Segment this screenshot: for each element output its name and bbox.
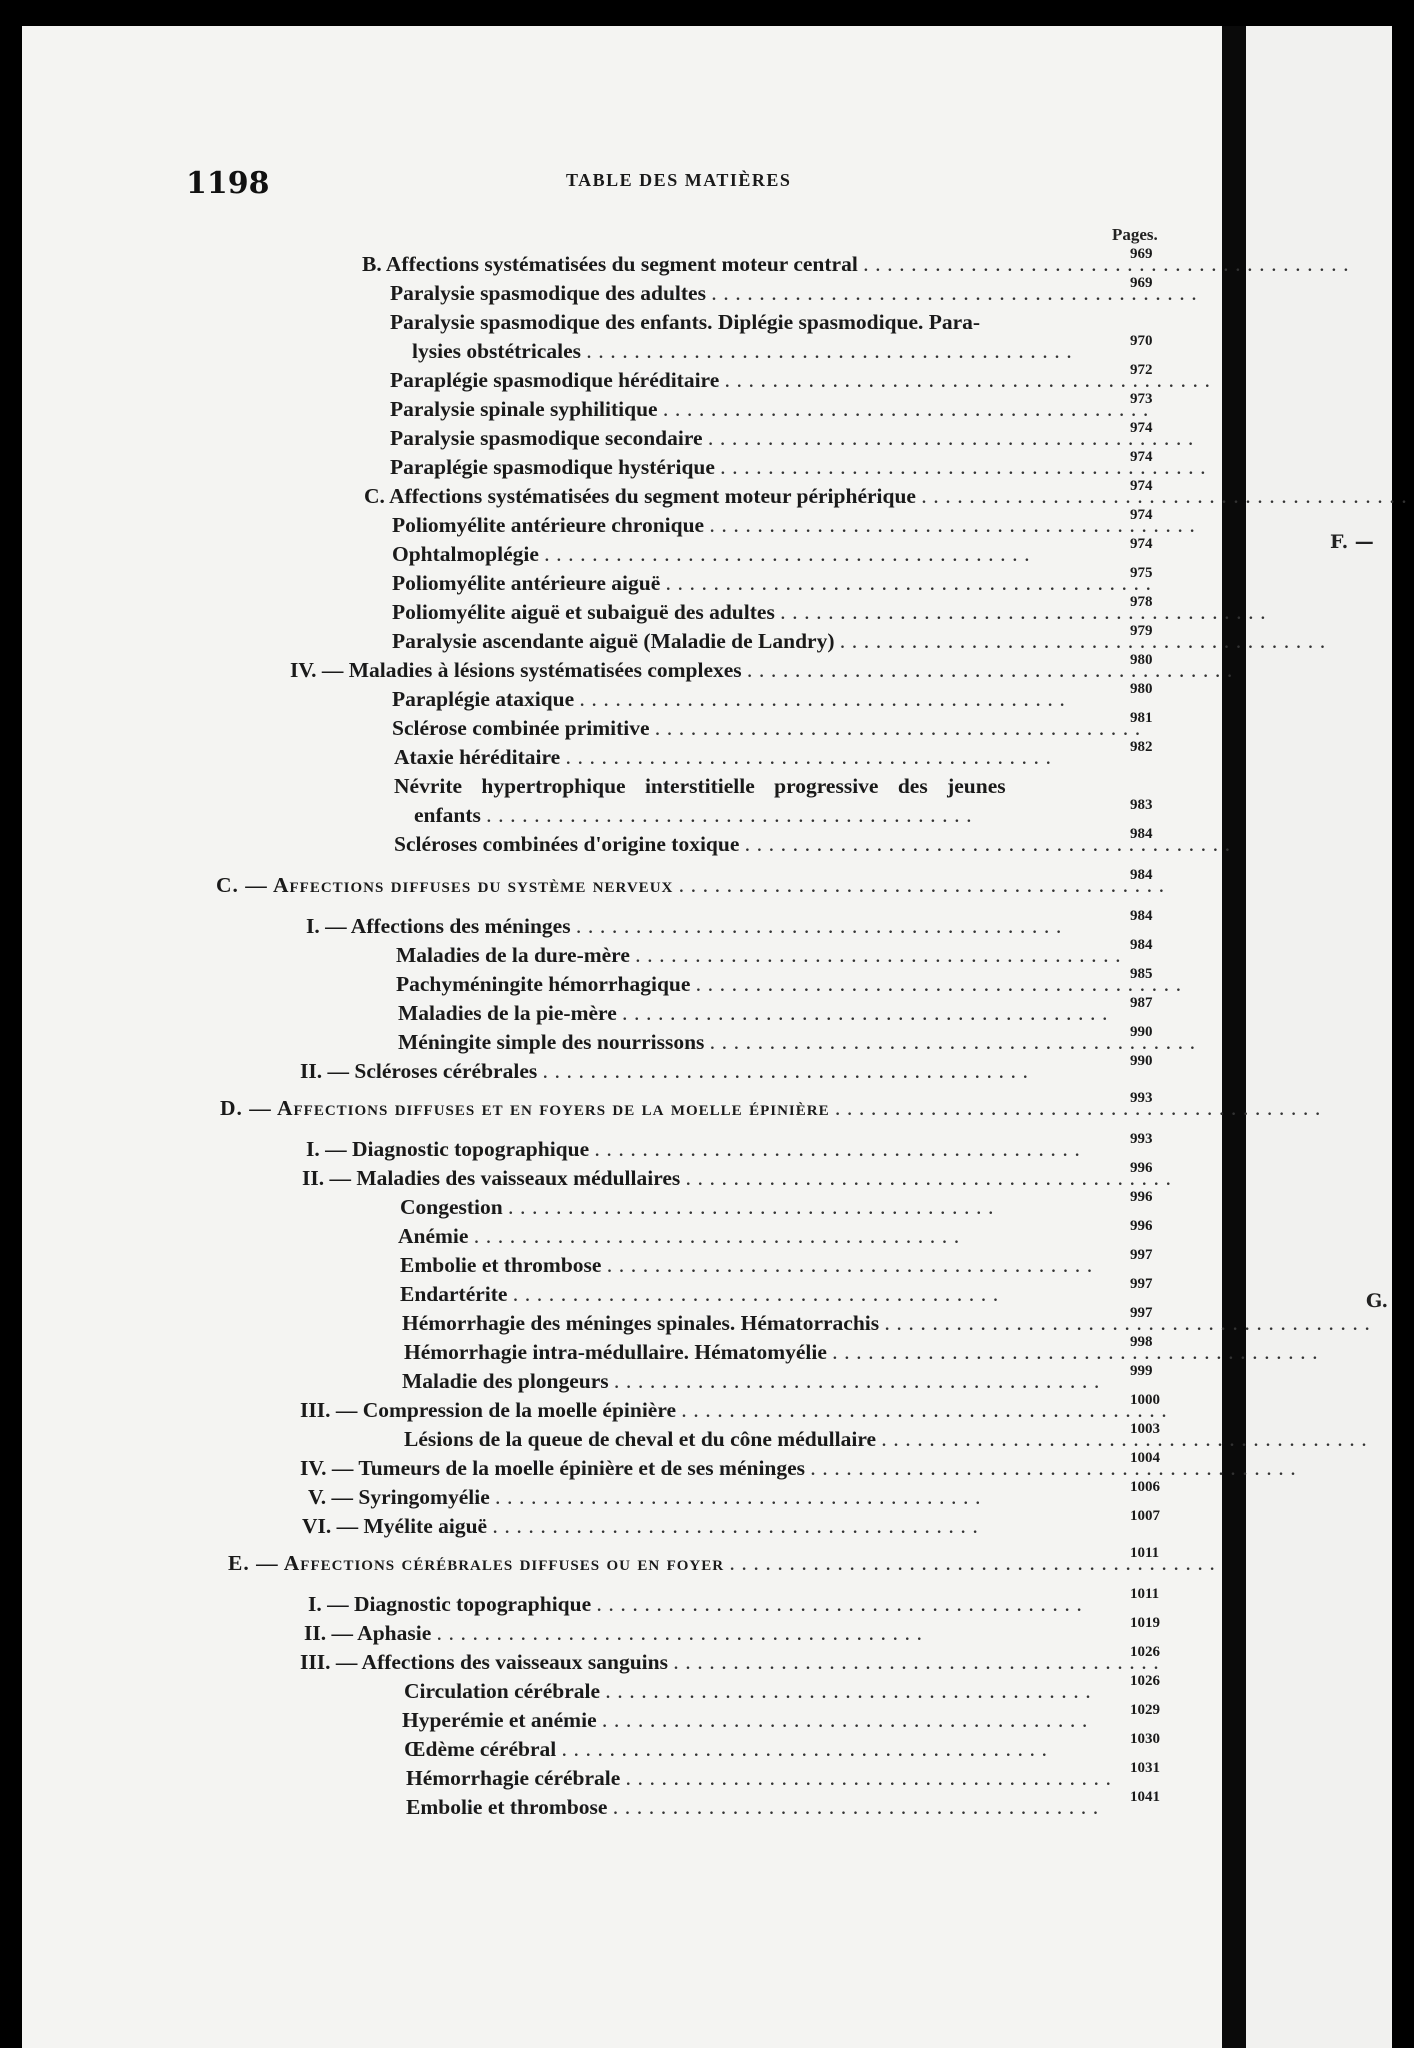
toc-entry [394, 739, 1153, 773]
toc-entry-label: Maladies de la dure-mère [396, 943, 630, 967]
dot-leader: ......................................... [576, 920, 1069, 937]
toc-entry-label: I. — Diagnostic topographique [308, 1592, 592, 1616]
toc-entry-page: 969 [1130, 246, 1153, 262]
toc-entry-label: lysies obstétricales [412, 339, 581, 363]
toc-entry-page: 970 [1130, 333, 1153, 349]
toc-entry-label: Embolie et thrombose [406, 1795, 608, 1819]
toc-entry-page: 1003 [1130, 1421, 1160, 1437]
toc-entry-label: Paralysie spasmodique des adultes [390, 281, 706, 305]
toc-entry-label: Scléroses combinées d'origine toxique [394, 832, 740, 856]
toc-entry-label: II. — Aphasie [304, 1621, 432, 1645]
dot-leader: ......................................... [863, 258, 1356, 275]
toc-entry-page: 979 [1130, 623, 1153, 639]
dot-leader: ......................................... [696, 978, 1189, 995]
toc-entry-label: Ophtalmoplégie [392, 542, 539, 566]
page-number: 1198 [186, 166, 270, 201]
dot-leader: ......................................... [607, 1259, 1100, 1276]
toc-entry-page: 978 [1130, 594, 1153, 610]
toc-entry-page: 1006 [1130, 1479, 1160, 1495]
toc-entry-page: 1004 [1130, 1450, 1160, 1466]
toc-entry [400, 1276, 1153, 1310]
toc-entry-label: Œdème cérébral [404, 1737, 557, 1761]
toc-section-heading: E. — Affections cérébrales diffuses ou en foyer [228, 1551, 725, 1575]
toc-entry-page: 1041 [1130, 1789, 1160, 1805]
toc-entry-label: enfants [414, 803, 481, 827]
dot-leader: ......................................... [513, 1288, 1006, 1305]
toc-entry [392, 623, 1333, 657]
toc-entry-label: I. — Affections des méninges [306, 914, 571, 938]
toc-entry-label: Hyperémie et anémie [402, 1708, 597, 1732]
toc-entry [392, 536, 1153, 570]
toc-entry-page: 1011 [1130, 1586, 1160, 1602]
toc-entry [414, 797, 1153, 831]
toc-entry-page: 997 [1130, 1276, 1153, 1292]
toc-entry-label: Paralysie spinale syphilitique [390, 397, 658, 421]
toc-entry-page: 980 [1130, 681, 1153, 697]
dot-leader: ......................................... [921, 490, 1414, 507]
toc-entry [398, 1218, 1153, 1252]
toc-entry [406, 1789, 1160, 1823]
toc-entry-page: 996 [1130, 1189, 1153, 1205]
toc-entry [394, 826, 1238, 860]
running-head: TABLE DES MATIÈRES [566, 170, 792, 190]
toc-entry-label: Lésions de la queue de cheval et du cône médullaire [404, 1427, 877, 1451]
toc-entry-label: Paraplégie spasmodique héréditaire [390, 368, 720, 392]
toc-entry-page: 974 [1130, 449, 1153, 465]
toc-entry [404, 1731, 1160, 1765]
toc-entry [390, 420, 1201, 454]
toc-entry [308, 1479, 1160, 1513]
dot-leader: ......................................... [720, 461, 1213, 478]
toc-entry [404, 1673, 1160, 1707]
toc-entry-label: VI. — Myélite aiguë [302, 1514, 488, 1538]
dot-leader: ......................................... [882, 1433, 1375, 1450]
toc-entry-page: 985 [1130, 966, 1153, 982]
toc-entry [302, 1508, 1160, 1542]
toc-entry [396, 966, 1189, 1000]
toc-entry [404, 1421, 1375, 1455]
dot-leader: ......................................... [614, 1375, 1107, 1392]
toc-entry-label: Paraplégie ataxique [392, 687, 575, 711]
toc-entry-page: 990 [1130, 1024, 1153, 1040]
dot-leader: ......................................... [666, 577, 1159, 594]
toc-entry [228, 1545, 1223, 1579]
dot-leader: ......................................... [679, 879, 1172, 896]
dot-leader: ......................................... [835, 1102, 1328, 1119]
toc-entry [362, 246, 1356, 280]
toc-entry-label: V. — Syringomyélie [308, 1485, 490, 1509]
pages-column-label: Pages. [1112, 225, 1158, 244]
toc-entry-page: 993 [1130, 1131, 1153, 1147]
toc-entry-label: III. — Affections des vaisseaux sanguins [300, 1650, 668, 1674]
toc-entry-page: 974 [1130, 478, 1153, 494]
toc-entry-page: 999 [1130, 1363, 1153, 1379]
toc-entry [392, 681, 1153, 715]
dot-leader: ......................................... [626, 1772, 1119, 1789]
dot-leader: ......................................... [747, 664, 1240, 681]
dot-leader: ......................................... [711, 287, 1204, 304]
dot-leader: ......................................... [885, 1317, 1378, 1334]
dot-leader: ......................................... [725, 374, 1218, 391]
toc-entry-page: 1026 [1130, 1644, 1160, 1660]
toc-entry-label: Maladies de la pie-mère [398, 1001, 617, 1025]
toc-entry-label: II. — Scléroses cérébrales [300, 1059, 538, 1083]
dot-leader: ......................................... [622, 1007, 1115, 1024]
toc-entry [396, 937, 1153, 971]
dot-leader: ......................................... [586, 345, 1079, 362]
toc-entry-label: Hémorrhagie des méninges spinales. Hématorrachis [402, 1311, 880, 1335]
toc-entry [412, 333, 1153, 367]
toc-entry-label: II. — Maladies des vaisseaux médullaires [302, 1166, 681, 1190]
toc-entry [300, 1053, 1153, 1087]
toc-entry [398, 1024, 1203, 1058]
dot-leader: ......................................... [811, 1462, 1304, 1479]
toc-entry-label: Paraplégie spasmodique hystérique [390, 455, 715, 479]
toc-entry-page: 1026 [1130, 1673, 1160, 1689]
toc-entry-label: Circulation cérébrale [404, 1679, 601, 1703]
toc-entry-label: C. Affections systématisées du segment moteur périphérique [364, 484, 916, 508]
toc-entry [400, 1189, 1153, 1223]
dot-leader: ......................................... [495, 1491, 988, 1508]
toc-entry [364, 478, 1414, 512]
dot-leader: ......................................... [437, 1627, 930, 1644]
dot-leader: ......................................... [780, 606, 1273, 623]
dot-leader: ......................................... [730, 1557, 1223, 1574]
toc-entry-label: Pachyméningite hémorrhagique [396, 972, 691, 996]
toc-entry-page: 975 [1130, 565, 1153, 581]
facing-page-section-letter-f: F. — [1330, 531, 1374, 553]
toc-entry-label: Paralysie spasmodique secondaire [390, 426, 703, 450]
toc-entry-page: 993 [1130, 1090, 1153, 1106]
dot-leader: ......................................... [508, 1201, 1001, 1218]
toc-entry [402, 1305, 1378, 1339]
toc-entry-label: Paralysie spasmodique des enfants. Diplégie spasmodique. Para- [390, 310, 981, 334]
toc-entry-page: 1007 [1130, 1508, 1160, 1524]
toc-entry-page: 974 [1130, 536, 1153, 552]
toc-entry [392, 594, 1273, 628]
dot-leader: ......................................... [663, 403, 1156, 420]
toc-entry [300, 1450, 1304, 1484]
dot-leader: ......................................... [562, 1743, 1055, 1760]
toc-entry-label: Sclérose combinée primitive [392, 716, 650, 740]
toc-entry-page: 1000 [1130, 1392, 1160, 1408]
facing-page [1246, 26, 1392, 2048]
toc-entry [390, 362, 1218, 396]
dot-leader: ......................................... [613, 1801, 1106, 1818]
toc-entry [392, 710, 1153, 744]
page-gutter [1222, 26, 1246, 2048]
toc-entry-page: 980 [1130, 652, 1153, 668]
dot-leader: ......................................... [580, 693, 1073, 710]
toc-entry-page: 1031 [1130, 1760, 1160, 1776]
toc-entry-page: 972 [1130, 362, 1153, 378]
toc-entry-label: III. — Compression de la moelle épinière [300, 1398, 677, 1422]
toc-entry-page: 987 [1130, 995, 1153, 1011]
toc-entry-label: B. Affections systématisées du segment moteur central [362, 252, 858, 276]
toc-entry-label: Embolie et thrombose [400, 1253, 602, 1277]
toc-entry-page: 983 [1130, 797, 1153, 813]
toc-entry [290, 652, 1240, 686]
toc-entry [302, 1160, 1179, 1194]
toc-entry-page: 974 [1130, 420, 1153, 436]
toc-entry [306, 908, 1153, 942]
dot-leader: ......................................... [710, 1036, 1203, 1053]
dot-leader: ......................................... [486, 809, 979, 826]
toc-entry-label: Ataxie héréditaire [394, 745, 561, 769]
dot-leader: ......................................... [474, 1230, 967, 1247]
toc-entry-label: Névrite hypertrophique interstitielle progressive des jeunes [394, 774, 1006, 798]
toc-entry-page: 1011 [1130, 1545, 1160, 1561]
dot-leader: ......................................... [543, 1065, 1036, 1082]
toc-entry-page: 997 [1130, 1305, 1153, 1321]
toc-entry [406, 1760, 1160, 1794]
dot-leader: ......................................... [595, 1143, 1088, 1160]
toc-entry-label: Endartérite [400, 1282, 508, 1306]
toc-entry-label: IV. — Tumeurs de la moelle épinière et de ses méninges [300, 1456, 806, 1480]
dot-leader: ......................................... [673, 1656, 1166, 1673]
toc-entry-page: 969 [1130, 275, 1153, 291]
toc-entry-page: 990 [1130, 1053, 1153, 1069]
toc-entry-label: Poliomyélite antérieure aiguë [392, 571, 661, 595]
toc-entry-label: I. — Diagnostic topographique [306, 1137, 590, 1161]
toc-entry-label: Poliomyélite antérieure chronique [392, 513, 705, 537]
toc-entry [404, 1334, 1325, 1368]
toc-entry [392, 565, 1159, 599]
toc-entry-label: Méningite simple des nourrissons [398, 1030, 705, 1054]
toc-entry-page: 984 [1130, 826, 1153, 842]
dot-leader: ......................................... [682, 1404, 1175, 1421]
toc-entry-page: 996 [1130, 1218, 1153, 1234]
toc-entry-page: 974 [1130, 507, 1153, 523]
toc-entry [300, 1392, 1175, 1426]
toc-entry-page: 984 [1130, 867, 1153, 883]
toc-entry-label: IV. — Maladies à lésions systématisées complexes [290, 658, 742, 682]
toc-entry [306, 1131, 1153, 1165]
toc-entry-label: Hémorrhagie intra-médullaire. Hématomyélie [404, 1340, 827, 1364]
toc-entry [402, 1702, 1160, 1736]
toc-entry [390, 449, 1213, 483]
dot-leader: ......................................... [566, 751, 1059, 768]
toc-entry-page: 998 [1130, 1334, 1153, 1350]
toc-entry [304, 1615, 1160, 1649]
toc-entry-page: 1029 [1130, 1702, 1160, 1718]
toc-entry-page: 1019 [1130, 1615, 1160, 1631]
toc-entry-page: 981 [1130, 710, 1153, 726]
toc-section-heading: C. — Affections diffuses du système nerveux [216, 873, 674, 897]
toc-entry-label: Hémorrhagie cérébrale [406, 1766, 621, 1790]
dot-leader: ......................................... [606, 1685, 1099, 1702]
toc-entry-page: 1030 [1130, 1731, 1160, 1747]
toc-entry-label: Maladie des plongeurs [402, 1369, 609, 1393]
toc-entry [392, 507, 1203, 541]
toc-entry [220, 1090, 1328, 1124]
toc-entry-page: 984 [1130, 937, 1153, 953]
toc-entry-page: 982 [1130, 739, 1153, 755]
toc-entry-page: 973 [1130, 391, 1153, 407]
dot-leader: ......................................... [840, 635, 1333, 652]
toc-entry [308, 1586, 1160, 1620]
toc-entry [390, 275, 1204, 309]
dot-leader: ......................................... [745, 838, 1238, 855]
dot-leader: ......................................... [597, 1598, 1090, 1615]
toc-entry [390, 391, 1156, 425]
toc-entry-label: Congestion [400, 1195, 503, 1219]
toc-entry-page: 984 [1130, 908, 1153, 924]
toc-entry [402, 1363, 1153, 1397]
dot-leader: ......................................... [544, 548, 1037, 565]
dot-leader: ......................................... [710, 519, 1203, 536]
toc-entry [400, 1247, 1153, 1281]
toc-entry-label: Anémie [398, 1224, 469, 1248]
dot-leader: ......................................... [493, 1520, 986, 1537]
facing-page-section-letter-g: G. [1366, 1290, 1389, 1312]
dot-leader: ......................................... [708, 432, 1201, 449]
dot-leader: ......................................... [832, 1346, 1325, 1363]
toc-entry-label: Paralysie ascendante aiguë (Maladie de Landry) [392, 629, 835, 653]
toc-entry-label: Poliomyélite aiguë et subaiguë des adultes [392, 600, 775, 624]
toc-entry [300, 1644, 1166, 1678]
dot-leader: ......................................... [655, 722, 1148, 739]
dot-leader: ......................................... [635, 949, 1128, 966]
toc-entry [398, 995, 1153, 1029]
dot-leader: ......................................... [686, 1172, 1179, 1189]
toc-entry-page: 997 [1130, 1247, 1153, 1263]
toc-entry [216, 867, 1172, 901]
toc-entry-page: 996 [1130, 1160, 1153, 1176]
dot-leader: ......................................... [602, 1714, 1095, 1731]
toc-section-heading: D. — Affections diffuses et en foyers de la moelle épinière [220, 1096, 830, 1120]
